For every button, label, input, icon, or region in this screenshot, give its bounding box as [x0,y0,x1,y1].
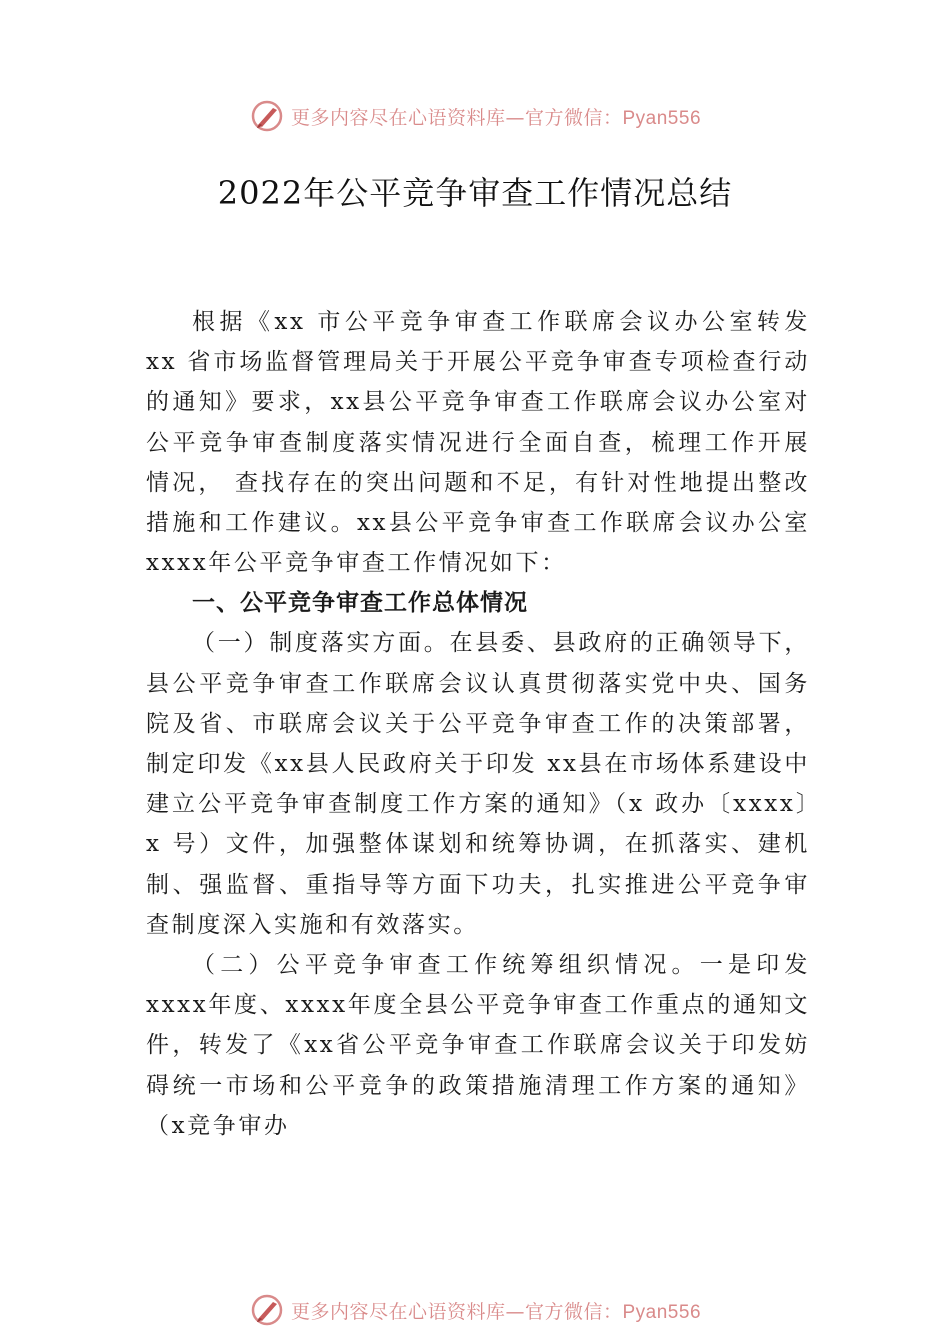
watermark-text [291,103,701,130]
brush-logo-icon [249,98,285,134]
section-heading: 一、公平竞争审查工作总体情况 [192,590,528,617]
paragraph-1: （一）制度落实方面。在县委、县政府的正确领导下，县公平竞争审查工作联席会议认真贯彻落实党中央、国务院及省、市联席会议关于公平竞争审查工作的决策部署，制定印发《xx县人民政府关于印发 xx县在市场体系建设中建立公平竞争审查制度工作方案的通知》（x 政办〔xxxx〕x 号）文件，加强整体谋划和统筹协调，在抓落实、建机制、强监督、重指导等方面下功夫，扎实推进公平竞争审查制度深入实施和有效落实。 [146,630,810,938]
document-title: 2022年公平竞争审查工作情况总结 [217,174,733,212]
watermark-banner-top [0,96,950,136]
brush-logo-icon [249,1292,285,1328]
watermark-wechat-id: Pyan556 [622,1301,702,1323]
watermark-banner-bottom [0,1290,950,1330]
intro-paragraph: 根据《xx 市公平竞争审查工作联席会议办公室转发 xx 省市场监督管理局关于开展公平竞争审查专项检查行动的通知》要求，xx县公平竞争审查工作联席会议办公室对公平竞争审查制度落实情况进行全面自查，梳理工作开展情况， 查找存在的突出问题和不足，有针对性地提出整改措施和工作建议。xx县公平竞争审查工作联席会议办公室 xxxx年公平竞争审查工作情况如下： [146,309,810,577]
document-body [146,302,810,1146]
watermark-label: 更多内容尽在心语资料库—官方微信： [290,106,623,129]
paragraph-2: （二）公平竞争审查工作统筹组织情况。一是印发 xxxx年度、xxxx年度全县公平竞争审查工作重点的通知文件，转发了《xx省公平竞争审查工作联席会议关于印发妨碍统一市场和公平竞争的政策措施清理工作方案的通知》（x竞争审办 [146,952,810,1139]
watermark-label: 更多内容尽在心语资料库—官方微信： [290,1300,623,1323]
watermark-text [291,1297,701,1324]
watermark-wechat-id: Pyan556 [622,107,702,129]
